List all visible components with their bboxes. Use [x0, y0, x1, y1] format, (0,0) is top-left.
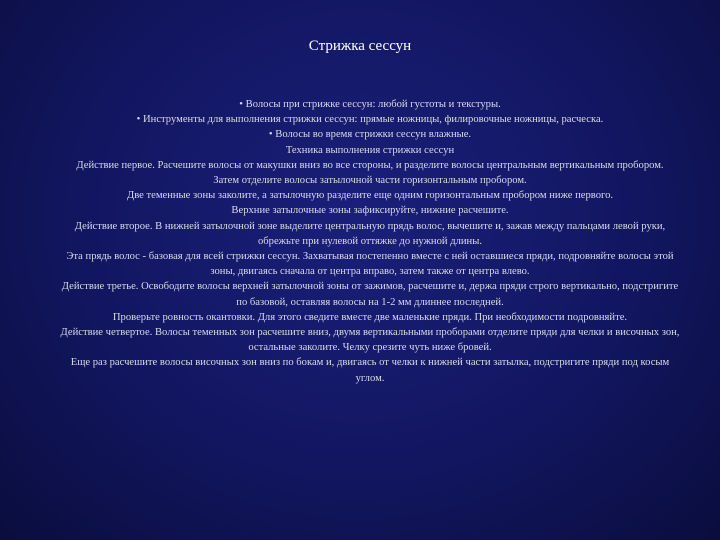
paragraph: Верхние затылочные зоны зафиксируйте, нижние расчешите. [231, 205, 509, 217]
paragraph: Затем отделите волосы затылочной части горизонтальным пробором. [213, 175, 527, 187]
paragraph: Действие четвертое. Волосы теменных зон расчешите вниз, двумя вертикальными проборами отделите пряди для челки и височных зон, остальные заколите. Челку срезите чуть ниже бровей. [60, 327, 680, 354]
paragraph: • Волосы во время стрижки сессун влажные. [268, 129, 472, 141]
paragraph: • Волосы при стрижке сессун: любой густоты и текстуры. [239, 99, 501, 110]
paragraph: Еще раз расчешите волосы височных зон вниз по бокам и, двигаясь от челки к нижней части затылка, подстригите пряди под косым углом. [70, 357, 670, 384]
paragraph: Действие первое. Расчешите волосы от макушки вниз во все стороны, и разделите волосы центральным вертикальным пробором. [76, 159, 664, 171]
paragraph: Две теменные зоны заколите, а затылочную разделите еще одним горизонтальным пробором ниже первого. [126, 190, 614, 202]
paragraph: Действие третье. Освободите волосы верхней затылочной зоны от зажимов, расчешите и, держа пряди строго вертикально, подстригите по базовой, оставляя волосы на 1-2 мм длиннее последней. [61, 281, 679, 308]
paragraph: Действие второе. В нижней затылочной зоне выделите центральную прядь волос, вычешите и, зажав между пальцами левой руки, обрежьте при нулевой оттяжке до нужной длины. [74, 220, 666, 247]
paragraph: Эта прядь волос - базовая для всей стрижки сессун. Захватывая постепенно вместе с ней оставшиеся пряди, подровняйте волосы этой зоны, двигаясь сначала от центра вправо, затем также от центра влево. [66, 251, 674, 278]
paragraph: Проверьте ровность окантовки. Для этого сведите вместе две маленькие пряди. При необходимости подровняйте. [112, 311, 628, 323]
paragraph: Техника выполнения стрижки сессун [285, 144, 455, 156]
slide-title: Стрижка сессун [308, 38, 412, 54]
slide-body [60, 97, 680, 386]
paragraph: • Инструменты для выполнения стрижки сессун: прямые ножницы, филировочные ножницы, расческа. [136, 114, 604, 126]
